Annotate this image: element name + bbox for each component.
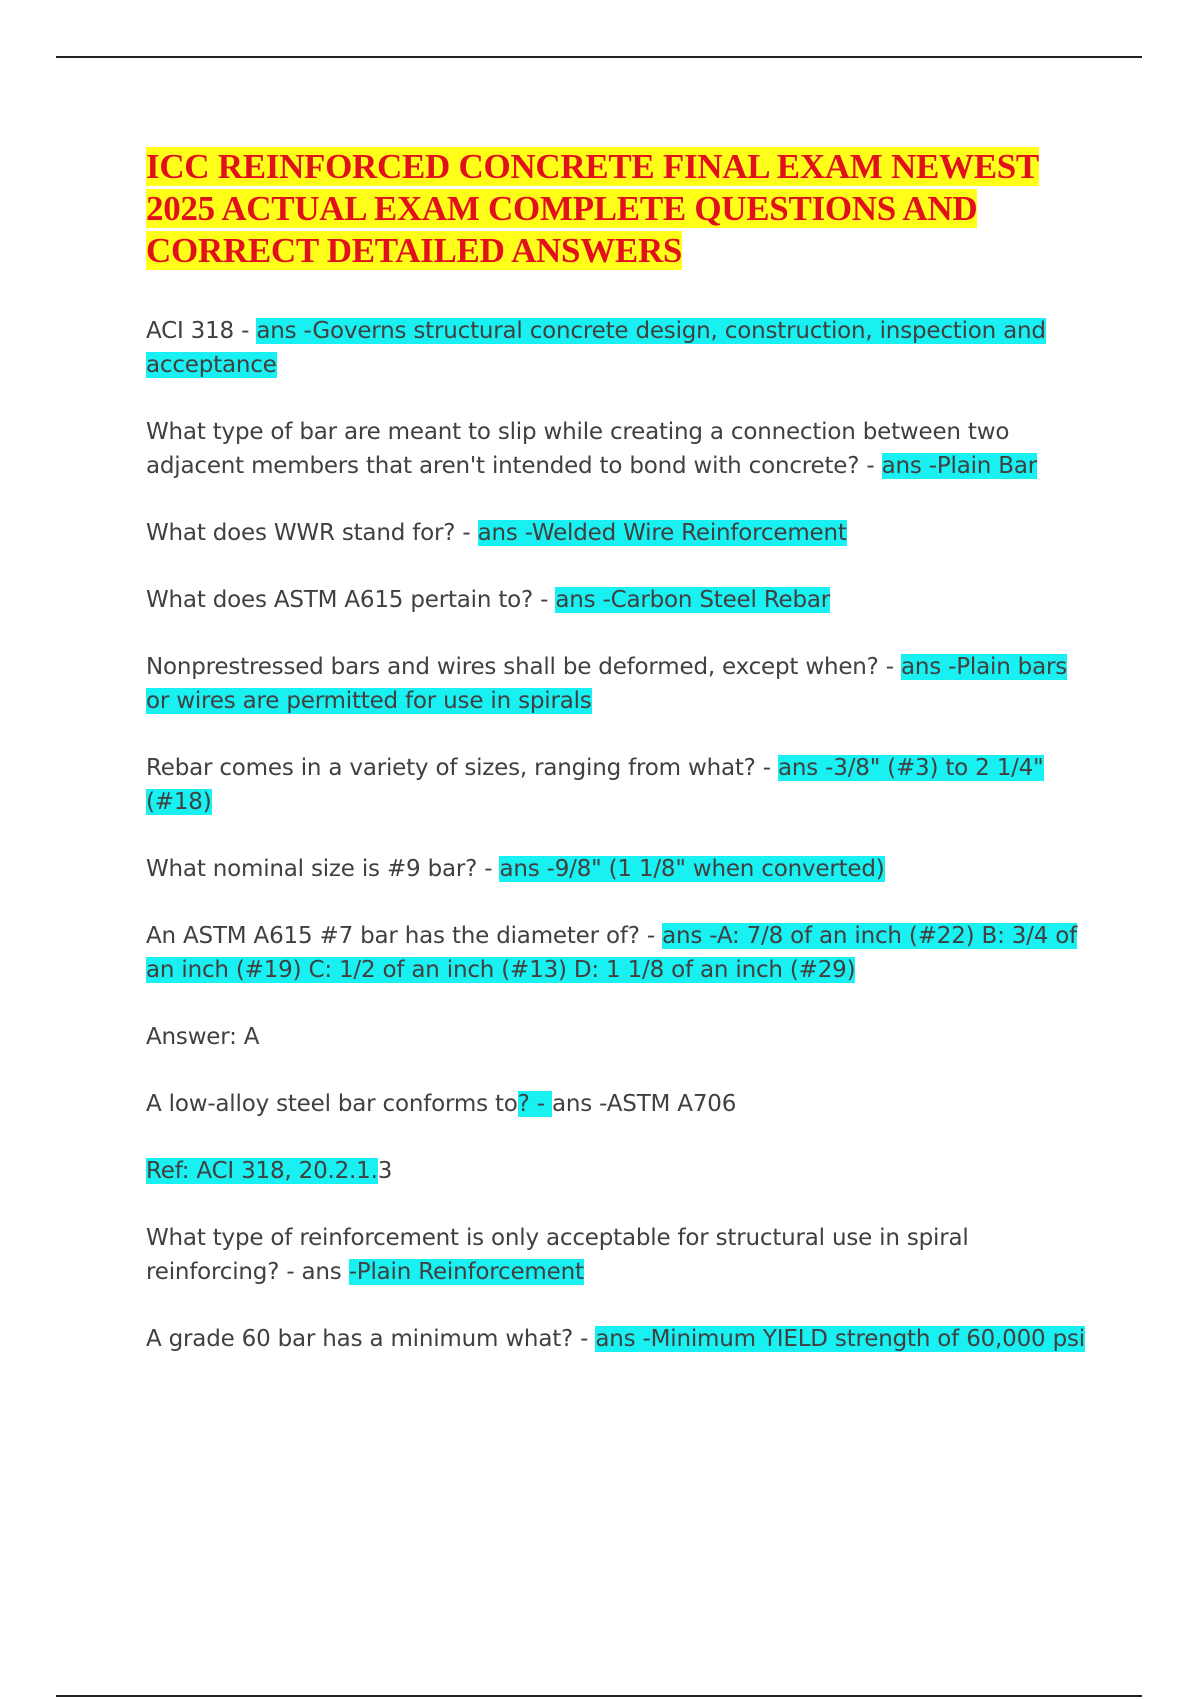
answer-text: -Plain Reinforcement xyxy=(348,1259,584,1285)
answer-text: ans -Plain bars or wires are permitted for use in spirals xyxy=(146,654,1068,714)
reference-text: Ref: ACI 318, 20.2.1. xyxy=(146,1158,378,1184)
document-body xyxy=(146,146,1096,1389)
top-rule xyxy=(56,56,1142,58)
answer-line: Answer: A xyxy=(146,1024,260,1050)
answer-text: ans -Welded Wire Reinforcement xyxy=(477,520,847,546)
answer-text: ans -Carbon Steel Rebar xyxy=(555,587,831,613)
qa-item xyxy=(146,1221,1096,1289)
document-title xyxy=(146,146,1096,272)
answer-text: ans -A: 7/8 of an inch (#22) B: 3/4 of an inch (#19) C: 1/2 of an inch (#13) D: 1 1/8 of an inch (#29) xyxy=(146,923,1078,983)
question-text: A grade 60 bar has a minimum what? - xyxy=(146,1326,596,1352)
reference-tail: 3 xyxy=(377,1158,393,1184)
qa-item xyxy=(146,650,1096,718)
qa-item xyxy=(146,516,1096,550)
answer-text: ans -Plain Bar xyxy=(881,453,1038,479)
question-text: What type of reinforcement is only acceptable for structural use in spiral reinforcing? - ans xyxy=(146,1225,969,1285)
question-text: What does WWR stand for? - xyxy=(146,520,478,546)
question-text: Nonprestressed bars and wires shall be deformed, except when? - xyxy=(146,654,901,680)
title-highlight: ICC REINFORCED CONCRETE FINAL EXAM NEWEST 2025 ACTUAL EXAM COMPLETE QUESTIONS AND CORRECT DETAILED ANSWERS xyxy=(146,147,1039,270)
qa-item xyxy=(146,1087,1096,1121)
question-text: ACI 318 - xyxy=(146,318,257,344)
separator-highlight: ? - xyxy=(517,1091,552,1117)
qa-item xyxy=(146,583,1096,617)
question-text: What type of bar are meant to slip while creating a connection between two adjacent members that aren't intended to bond with concrete? - xyxy=(146,419,1010,479)
question-text: Rebar comes in a variety of sizes, ranging from what? - xyxy=(146,755,779,781)
qa-item xyxy=(146,751,1096,819)
question-text: What does ASTM A615 pertain to? - xyxy=(146,587,556,613)
question-text: An ASTM A615 #7 bar has the diameter of? - xyxy=(146,923,663,949)
question-text: What nominal size is #9 bar? - xyxy=(146,856,500,882)
answer-text: ans -Minimum YIELD strength of 60,000 psi xyxy=(595,1326,1085,1352)
answer-text: ans -ASTM A706 xyxy=(552,1091,737,1117)
qa-item xyxy=(146,1020,1096,1054)
qa-item xyxy=(146,1154,1096,1188)
qa-item xyxy=(146,314,1096,382)
qa-item xyxy=(146,852,1096,886)
question-text: A low-alloy steel bar conforms to xyxy=(146,1091,518,1117)
qa-item xyxy=(146,415,1096,483)
qa-item xyxy=(146,919,1096,987)
answer-text: ans -3/8" (#3) to 2 1/4" (#18) xyxy=(146,755,1044,815)
qa-item xyxy=(146,1322,1096,1356)
answer-text: ans -9/8" (1 1/8" when converted) xyxy=(499,856,885,882)
bottom-rule xyxy=(56,1695,1142,1697)
answer-text: ans -Governs structural concrete design, construction, inspection and acceptance xyxy=(146,318,1046,378)
